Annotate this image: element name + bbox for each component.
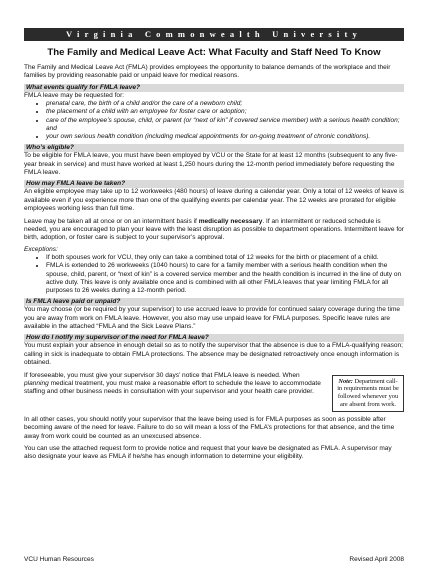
events-list — [24, 100, 404, 141]
paid-paragraph: You may choose (or be required by your supervisor) to use accrued leave to provide for continued salary coverage during the time you are away from work on FMLA leave. However, you also may use unpaid leave for FMLA purposes. Specific leave rules are available in the attached “FMLA and the Sick Leave Plans.” — [24, 306, 401, 330]
section-heading-notify: How do I notify my supervisor of the need for FMLA leave? — [24, 334, 404, 342]
paragraph-text: . If an intermittent or reduced schedule is needed, you are encouraged to plan your leave with the least disruption as possible to department operations. Intermittent leave for birth, adoption, or foster care is subject to your supervisor’s approval. — [24, 217, 404, 242]
page-title: The Family and Medical Leave Act: What Faculty and Staff Need To Know — [47, 47, 381, 58]
eligible-paragraph: To be eligible for FMLA leave, you must have been employed by VCU or the State for at least 12 months (subsequent to any five-year break in service) and must have worked at least 1,250 hours during the 12-month period immediately before requesting the FMLA leave. — [24, 152, 398, 177]
paragraph-text: If foreseeable, you must give your supervisor 30 days’ notice that FMLA leave is needed. When — [24, 371, 300, 379]
paragraph-text: medical treatment, you must make a reasonable effort to schedule the leave to accommodate staffing and other business needs in consultation with your supervisor and your health care provider. — [24, 379, 321, 396]
paragraph-text: Leave may be taken all at once or on an intermittent basis if — [24, 217, 199, 225]
section-heading-events: What events qualify for FMLA leave? — [24, 84, 404, 92]
note-text: Department call-in requirements must be followed whenever you are absent from work. — [337, 377, 399, 408]
list-item: • prenatal care, the birth of a child and/or the care of a newborn child; — [46, 100, 404, 108]
document-page — [0, 28, 428, 582]
page-footer — [24, 556, 404, 563]
how-taken-paragraph-2 — [24, 218, 404, 243]
exceptions-label: Exceptions: — [24, 245, 58, 253]
footer-left: VCU Human Resources — [24, 556, 94, 563]
list-item: • your own serious health condition (including medical appointments for on-going treatment of chronic conditions). — [46, 133, 404, 141]
section-heading-paid: Is FMLA leave paid or unpaid? — [24, 298, 404, 306]
notify-row — [24, 372, 404, 412]
notify-paragraph-2 — [24, 372, 324, 397]
note-box — [332, 375, 404, 412]
section-heading-how-taken: How may FMLA leave be taken? — [24, 180, 404, 188]
notify-paragraph-1: You must explain your absence in enough detail so as to notify the supervisor that the absence is due to a FMLA-qualifying reason; calling in sick is inadequate to obtain FMLA protections. The absence may be designated retroactively once enough information is obtained. — [24, 342, 403, 367]
list-item: • If both spouses work for VCU, they only can take a combined total of 12 weeks for the birth or placement of a child. — [46, 254, 404, 262]
emphasis-text: medically necessary — [198, 217, 263, 225]
intro-paragraph: The Family and Medical Leave Act (FMLA) provides employees the opportunity to balance demands of the workplace and their families by providing reasonable paid or unpaid leave for medical reasons. — [24, 64, 391, 80]
list-item: • FMLA is extended to 26 workweeks (1040 hours) to care for a family member with a serious health condition when the spouse, child, parent, or “next of kin” is a covered service member and the health condition is incurred in the line of duty on active duty. This leave is only available once and is combined with all other FMLA leaves that year limiting FMLA for all purposes to 26 weeks during a 12-month period. — [46, 262, 404, 295]
list-item: • care of the employee’s spouse, child, or parent (or “next of kin” if covered service member) with a serious health condition; and — [46, 117, 404, 133]
notify-paragraph-3: In all other cases, you should notify your supervisor that the leave being used is for FMLA purposes as soon as possible after becoming aware of the need for leave. Failure to do so will mean a loss of the FMLA’s protections for that absence, and the time away from work could be counted as an unexcused absence. — [24, 415, 395, 440]
note-label: Note: — [338, 377, 353, 385]
events-lead: FMLA leave may be requested for: — [24, 91, 125, 99]
list-item: • the placement of a child with an employee for foster care or adoption; — [46, 108, 404, 116]
section-heading-eligible: Who’s eligible? — [24, 144, 404, 152]
notify-paragraph-4: You can use the attached request form to provide notice and request that your leave be designated as FMLA. A supervisor may also designate your leave as FMLA if he/she has enough information to determine your eligibility. — [24, 444, 392, 461]
footer-right: Revised April 2008 — [349, 556, 404, 563]
exceptions-list — [24, 254, 404, 295]
how-taken-paragraph-1: An eligible employee may take up to 12 workweeks (480 hours) of leave during a calendar year. Only a total of 12 weeks of leave is available even if you experience more than one of the qualifying events per calendar year. The 12 weeks are prorated for eligible employees working less than full time. — [24, 188, 404, 213]
emphasis-text: planning — [24, 379, 49, 387]
university-banner: Virginia Commonwealth University — [24, 28, 404, 41]
